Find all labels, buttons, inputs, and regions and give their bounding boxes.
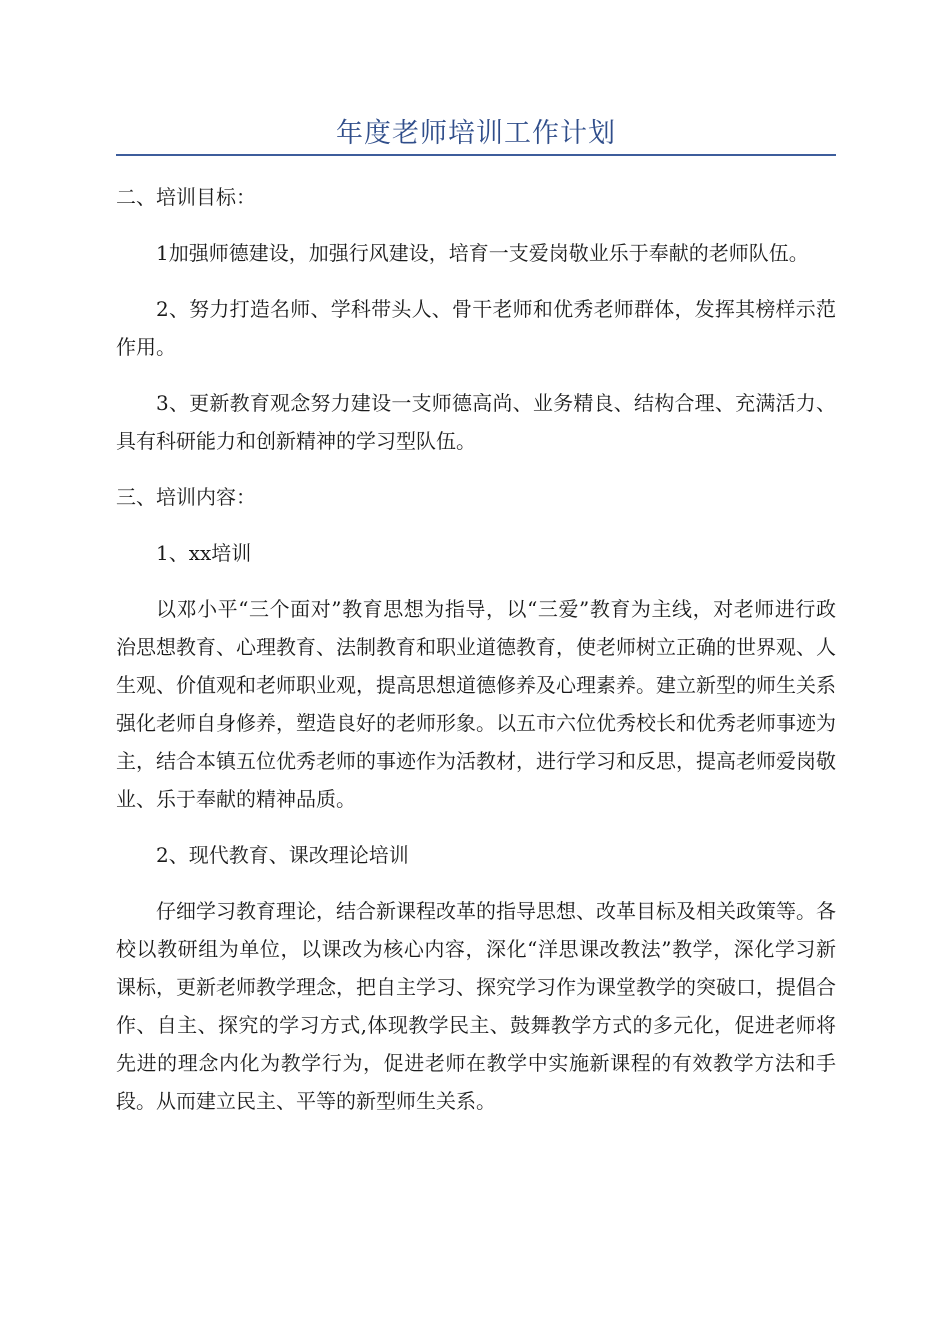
- paragraph-xx-training: 以邓小平“三个面对”教育思想为指导，以“三爱”教育为主线，对老师进行政治思想教育、心理教育、法制教育和职业道德教育，使老师树立正确的世界观、人生观、价值观和老师职业观，提高思想道德修养及心理素养。建立新型的师生关系强化老师自身修养，塑造良好的老师形象。以五市六位优秀校长和优秀老师事迹为主，结合本镇五位优秀老师的事迹作为活教材，进行学习和反思，提高老师爱岗敬业、乐于奉献的精神品质。: [116, 597, 836, 811]
- goal-item-1: 1加强师德建设，加强行风建设，培育一支爱岗敬业乐于奉献的老师队伍。: [156, 241, 809, 265]
- subheading-modern-education: 2、现代教育、课改理论培训: [156, 843, 409, 867]
- goal-item-2: 2、努力打造名师、学科带头人、骨干老师和优秀老师群体，发挥其榜样示范作用。: [116, 297, 836, 359]
- paragraph-modern-education: 仔细学习教育理论，结合新课程改革的指导思想、改革目标及相关政策等。各校以教研组为单位，以课改为核心内容，深化“洋思课改教法”教学，深化学习新课标，更新老师教学理念，把自主学习、探究学习作为课堂教学的突破口，提倡合作、自主、探究的学习方式,体现教学民主、鼓舞教学方式的多元化，促进老师将先进的理念内化为教学行为，促进老师在教学中实施新课程的有效教学方法和手段。从而建立民主、平等的新型师生关系。: [116, 899, 836, 1113]
- document-title: 年度老师培训工作计划: [336, 118, 616, 149]
- document-body: [116, 178, 836, 1120]
- subheading-xx-training: 1、xx培训: [156, 541, 252, 565]
- section-heading-content: 三、培训内容：: [116, 485, 256, 509]
- section-heading-goals: 二、培训目标：: [116, 185, 256, 209]
- goal-item-3: 3、更新教育观念努力建设一支师德高尚、业务精良、结构合理、充满活力、具有科研能力和创新精神的学习型队伍。: [116, 391, 836, 453]
- document-page: [116, 0, 836, 1120]
- title-underline: [116, 154, 836, 156]
